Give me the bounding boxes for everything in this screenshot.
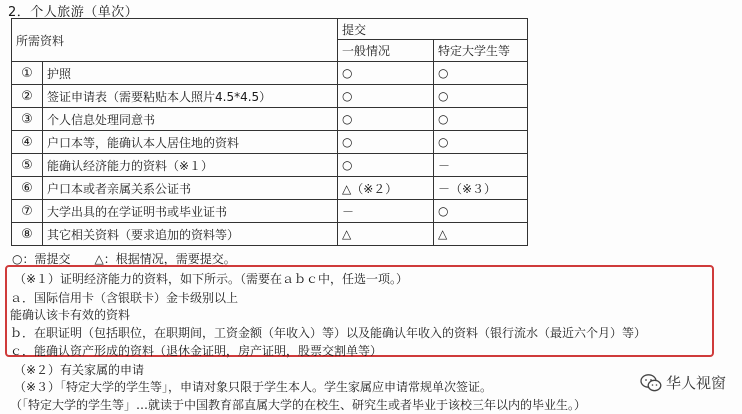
wechat-icon [640,373,662,393]
row-special: ○ [434,62,528,85]
note-3: （※３）「特定大学的学生等」，申请对象只限于学生本人。学生家属应申请常规单次签证。 [14,380,493,394]
row-general: ○ [338,131,434,154]
note-a: ａ．国际信用卡（含银联卡）金卡级别以上 [10,291,239,305]
row-special: ○ [434,131,528,154]
row-general: △（※２） [338,177,434,200]
table-header-row [12,19,528,40]
row-general: △ [338,223,434,246]
row-number: ③ [12,108,43,131]
row-number: ⑧ [12,223,43,246]
note-b: ｂ．在职证明（包括职位，在职期间，工资金额（年收入）等）以及能确认年收入的资料（银行流水（最近六个月）等） [10,326,647,340]
row-special: △ [434,223,528,246]
table-row [12,131,528,154]
row-special: －（※３） [434,177,528,200]
table-row [12,200,528,223]
note-2: （※２）有关家属的申请 [14,363,145,377]
header-submit: 提交 [338,19,528,40]
row-document: 户口本等，能确认本人居住地的资料 [43,131,338,154]
table-row [12,62,528,85]
row-number: ⑦ [12,200,43,223]
row-document: 签证申请表（需要粘贴本人照片4.5*4.5） [43,85,338,108]
note-1: （※１）证明经济能力的资料，如下所示。（需要在ａｂｃ中，任选一项。） [14,272,409,286]
row-number: ⑤ [12,154,43,177]
row-special: ○ [434,85,528,108]
row-general: － [338,200,434,223]
row-document: 户口本或者亲属关系公证书 [43,177,338,200]
header-docs: 所需资料 [12,19,338,62]
row-document: 护照 [43,62,338,85]
row-special: ○ [434,200,528,223]
table-row [12,108,528,131]
row-number: ① [12,62,43,85]
row-special: ○ [434,108,528,131]
row-general: ○ [338,154,434,177]
row-document: 个人信息处理同意书 [43,108,338,131]
row-number: ⑥ [12,177,43,200]
legend: ○：需提交 △：根据情况，需要提交。 [12,252,236,266]
note-a2: 能确认该卡有效的资料 [10,308,131,322]
row-document: 能确认经济能力的资料（※１） [43,154,338,177]
table-row [12,85,528,108]
section-title: 2．个人旅游（单次） [8,5,139,20]
header-general: 一般情况 [338,40,434,62]
row-document: 大学出具的在学证明书或毕业证书 [43,200,338,223]
row-number: ② [12,85,43,108]
row-document: 其它相关资料（要求追加的资料等） [43,223,338,246]
watermark-text: 华人视窗 [665,374,726,392]
requirements-table [11,18,528,246]
note-4: （「特定大学的学生等」…就读于中国教育部直属大学的在校生、研究生或者毕业于该校三年以内的毕业生。） [10,398,587,412]
row-general: ○ [338,108,434,131]
table-row [12,177,528,200]
row-number: ④ [12,131,43,154]
table-row [12,154,528,177]
row-general: ○ [338,85,434,108]
table-row [12,223,528,246]
row-special: － [434,154,528,177]
header-special: 特定大学生等 [434,40,528,62]
watermark [640,372,726,393]
note-c: ｃ．能确认资产形成的资料（退休金证明，房产证明，股票交割单等） [10,344,383,358]
row-general: ○ [338,62,434,85]
